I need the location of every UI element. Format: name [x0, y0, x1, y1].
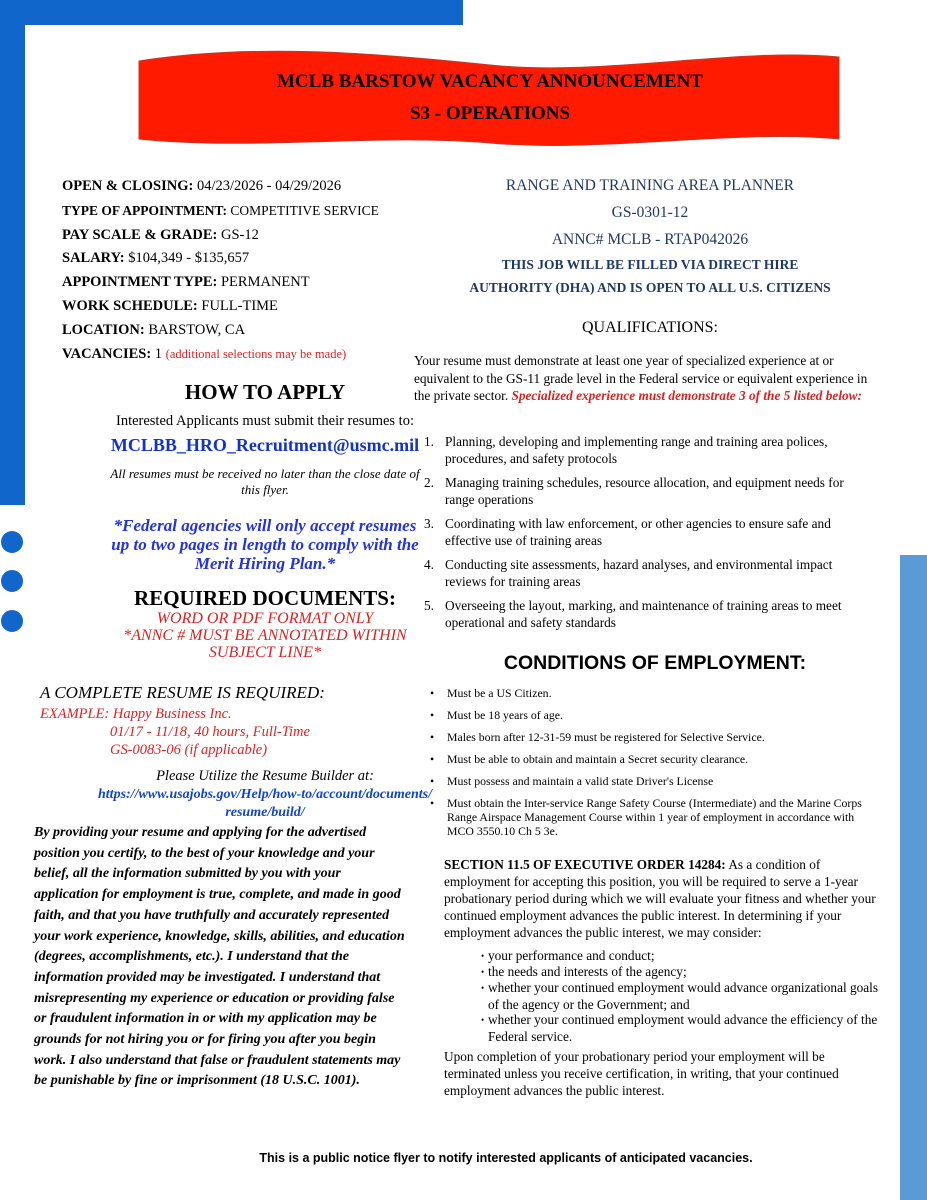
resume-builder-label: Please Utilize the Resume Builder at: — [156, 768, 374, 784]
apply-instruction: Interested Applicants must submit their resumes to: — [115, 413, 414, 429]
detail-open-closing: OPEN & CLOSING: 04/23/2026 - 04/29/2026 — [62, 178, 342, 194]
condition-item: • Must be able to obtain and maintain a Secret security clearance. — [430, 752, 749, 766]
qualifications-title: QUALIFICATIONS: — [582, 319, 718, 336]
eo-consideration-item: • whether your continued employment would advance the efficiency of the Federal service. — [481, 1012, 878, 1044]
announcement-number: ANNC# MCLB - RTAP042026 — [551, 231, 749, 248]
top-accent-bar — [0, 0, 463, 25]
executive-order-paragraph: SECTION 11.5 OF EXECUTIVE ORDER 14284: As a condition of employment for accepting this position, you will be required to serve a 1-year probationary period during which we will evaluate your fitness and whether your continued employment advances the public interest. In determining if your employment advances the public interest, we may consider: — [444, 857, 876, 940]
detail-work-schedule: WORK SCHEDULE: FULL-TIME — [62, 298, 278, 314]
dha-line-2: AUTHORITY (DHA) AND IS OPEN TO ALL U.S. CITIZENS — [469, 280, 831, 295]
eo-consideration-item: • your performance and conduct; — [481, 948, 655, 963]
apply-email-link[interactable]: MCLBB_HRO_Recruitment@usmc.mil — [110, 435, 420, 455]
resume-example-line-2: 01/17 - 11/18, 40 hours, Full-Time — [110, 724, 310, 740]
qualification-item: 5. Overseeing the layout, marking, and maintenance of training areas to meet operational and safety standards — [424, 598, 842, 630]
banner-title — [135, 66, 845, 130]
detail-location: LOCATION: BARSTOW, CA — [62, 322, 246, 338]
how-to-apply-title: HOW TO APPLY — [184, 380, 346, 404]
eo-consideration-item: • the needs and interests of the agency; — [481, 964, 687, 979]
position-title: RANGE AND TRAINING AREA PLANNER — [505, 177, 795, 194]
condition-item: • Males born after 12-31-59 must be registered for Selective Service. — [430, 730, 765, 744]
position-series: GS-0301-12 — [611, 204, 689, 221]
detail-salary: SALARY: $104,349 - $135,657 — [62, 250, 250, 266]
federal-resume-notice: *Federal agencies will only accept resumes up to two pages in length to comply with the Merit Hiring Plan.* — [111, 516, 419, 573]
qualifications-intro: Your resume must demonstrate at least one year of specialized experience at or equivalent to the GS-11 grade level in the Federal service or equivalent experience in the private sector. Specialized experience must demonstrate 3 of the 5 listed below: — [414, 353, 868, 403]
decorative-square — [900, 558, 927, 585]
qualification-item: 3. Coordinating with law enforcement, or other agencies to ensure safe and effective use of training areas — [424, 516, 831, 548]
detail-appointment-type: TYPE OF APPOINTMENT: COMPETITIVE SERVICE — [62, 203, 379, 218]
resume-required-title: A COMPLETE RESUME IS REQUIRED: — [40, 683, 325, 702]
banner-line-1: MCLB BARSTOW VACANCY ANNOUNCEMENT — [277, 71, 703, 92]
condition-item: • Must be a US Citizen. — [430, 686, 552, 700]
required-documents-notes: WORD OR PDF FORMAT ONLY *ANNC # MUST BE ANNOTATED WITHIN SUBJECT LINE* — [123, 610, 407, 661]
qualification-item: 2. Managing training schedules, resource allocation, and equipment needs for range operations — [424, 475, 844, 507]
detail-pay-scale: PAY SCALE & GRADE: GS-12 — [62, 227, 259, 243]
resume-example-line-3: GS-0083-06 (if applicable) — [110, 742, 268, 758]
decorative-dot — [1, 531, 23, 553]
decorative-dot — [1, 610, 23, 632]
decorative-square — [900, 639, 927, 666]
apply-deadline: All resumes must be received no later than the close date of this flyer. — [110, 466, 420, 497]
condition-item: • Must be 18 years of age. — [430, 708, 563, 722]
condition-item: • Must obtain the Inter-service Range Safety Course (Intermediate) and the Marine Corps Range Airspace Management Course within 1 year of employment in accordance with MCO 3550.10 Ch 5 3e. — [430, 796, 862, 838]
footer-notice: This is a public notice flyer to notify interested applicants of anticipated vacancies. — [259, 1151, 753, 1165]
resume-example-line-1: EXAMPLE: Happy Business Inc. — [40, 706, 232, 722]
conditions-title: CONDITIONS OF EMPLOYMENT: — [503, 652, 807, 674]
decorative-dot — [1, 570, 23, 592]
certification-statement: By providing your resume and applying for the advertised position you certify, to the best of your knowledge and your belief, all the information submitted by you with your application for employment is true, complete, and made in good faith, and that you have truthfully and accurately represented your work experience, knowledge, skills, abilities, and education (degrees, accomplishments, etc.). I understand that the information provided may be investigated. I understand that misrepresenting my experience or education or providing false or fraudulent information in or with my application may be grounds for not hiring you or for firing you after you begin work. I also understand that false or fraudulent statements may be punishable by fine or imprisonment (18 U.S.C. 1001). — [34, 825, 405, 1089]
detail-appt-type: APPOINTMENT TYPE: PERMANENT — [62, 274, 310, 290]
required-documents-title: REQUIRED DOCUMENTS: — [134, 586, 396, 610]
resume-builder-link[interactable]: https://www.usajobs.gov/Help/how-to/account/documents/ resume/build/ — [98, 787, 432, 820]
detail-vacancies: VACANCIES: 1 (additional selections may be made) — [62, 346, 347, 362]
dha-line-1: THIS JOB WILL BE FILLED VIA DIRECT HIRE — [501, 257, 799, 272]
qualification-item: 1. Planning, developing and implementing range and training area polices, procedures, and safety protocols — [424, 434, 828, 466]
decorative-square — [900, 599, 927, 626]
banner-line-2: S3 - OPERATIONS — [409, 103, 571, 124]
qualification-item: 4. Conducting site assessments, hazard analyses, and environmental impact reviews for training areas — [424, 557, 833, 589]
left-accent-bar — [0, 0, 25, 505]
eo-consideration-item: • whether your continued employment would advance organizational goals of the agency or the Government; and — [481, 980, 879, 1012]
probation-paragraph: Upon completion of your probationary period your employment will be terminated unless you receive certification, in writing, that your continued employment advances the public interest. — [444, 1049, 839, 1098]
condition-item: • Must possess and maintain a valid state Driver's License — [430, 774, 714, 788]
